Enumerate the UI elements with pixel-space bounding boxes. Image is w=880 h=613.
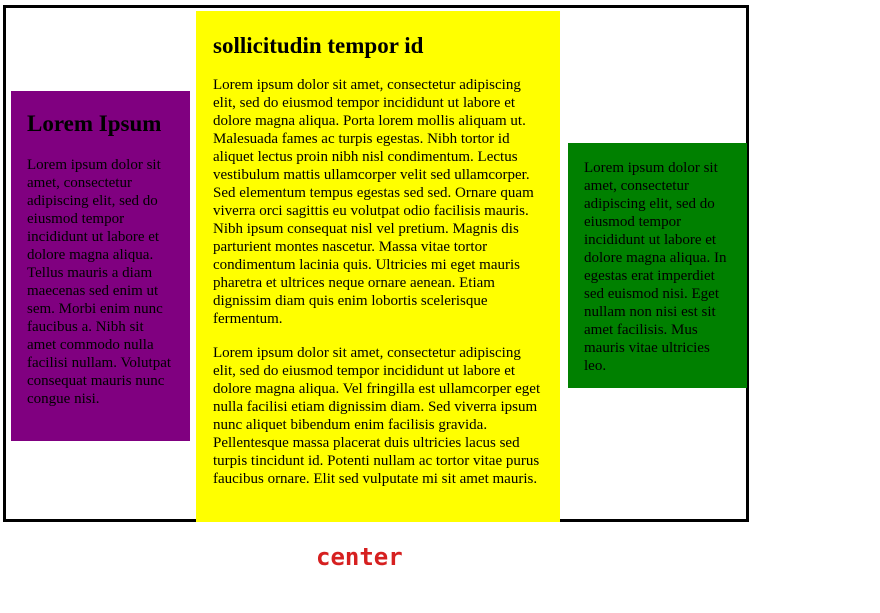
left-purple-box xyxy=(11,91,190,441)
center-yellow-box xyxy=(196,11,560,522)
right-box-paragraph: Lorem ipsum dolor sit amet, consectetur adipiscing elit, sed do eiusmod tempor incididunt ut labore et dolore magna aliqua. In egestas erat imperdiet sed euismod nisi. Eget nullam non nisi est sit amet facilisis. Mus mauris vitae ultricies leo. xyxy=(584,160,727,374)
layout-frame xyxy=(3,5,749,522)
right-green-box xyxy=(568,143,747,388)
center-box-paragraph-1: Lorem ipsum dolor sit amet, consectetur adipiscing elit, sed do eiusmod tempor incididunt ut labore et dolore magna aliqua. Porta lorem mollis aliquam ut. Malesuada fames ac turpis egestas. Nibh tortor id aliquet lectus proin nibh nisl condimentum. Lectus vestibulum mattis ullamcorper velit sed ullamcorper. Sed elementum tempus egestas sed sed. Ornare quam viverra orci sagittis eu volutpat odio facilisis mauris. Nibh ipsum consequat nisl vel pretium. Magnis dis parturient montes nascetur. Massa vitae tortor condimentum lacinia quis. Ultricies mi eget mauris pharetra et ultrices neque ornare aenean. Etiam dignissim diam quis enim lobortis scelerisque fermentum. xyxy=(213,77,534,328)
center-box-paragraph-2: Lorem ipsum dolor sit amet, consectetur adipiscing elit, sed do eiusmod tempor incididunt ut labore et dolore magna aliqua. Vel fringilla est ullamcorper eget nulla facilisi etiam dignissim diam. Sed viverra ipsum nunc aliquet bibendum enim facilisis gravida. Pellentesque massa placerat duis ultricies lacus sed turpis tincidunt id. Potenti nullam ac tortor vitae purus faucibus ornare. Elit sed vulputate mi sit amet mauris. xyxy=(213,345,541,488)
center-box-heading: sollicitudin tempor id xyxy=(213,33,424,58)
caption-label: center xyxy=(316,543,403,571)
left-box-paragraph: Lorem ipsum dolor sit amet, consectetur adipiscing elit, sed do eiusmod tempor incididunt ut labore et dolore magna aliqua. Tellus mauris a diam maecenas sed enim ut sem. Morbi enim nunc faucibus a. Nibh sit amet commodo nulla facilisi nullam. Volutpat consequat mauris nunc congue nisi. xyxy=(27,157,172,408)
left-box-heading: Lorem Ipsum xyxy=(27,111,162,136)
